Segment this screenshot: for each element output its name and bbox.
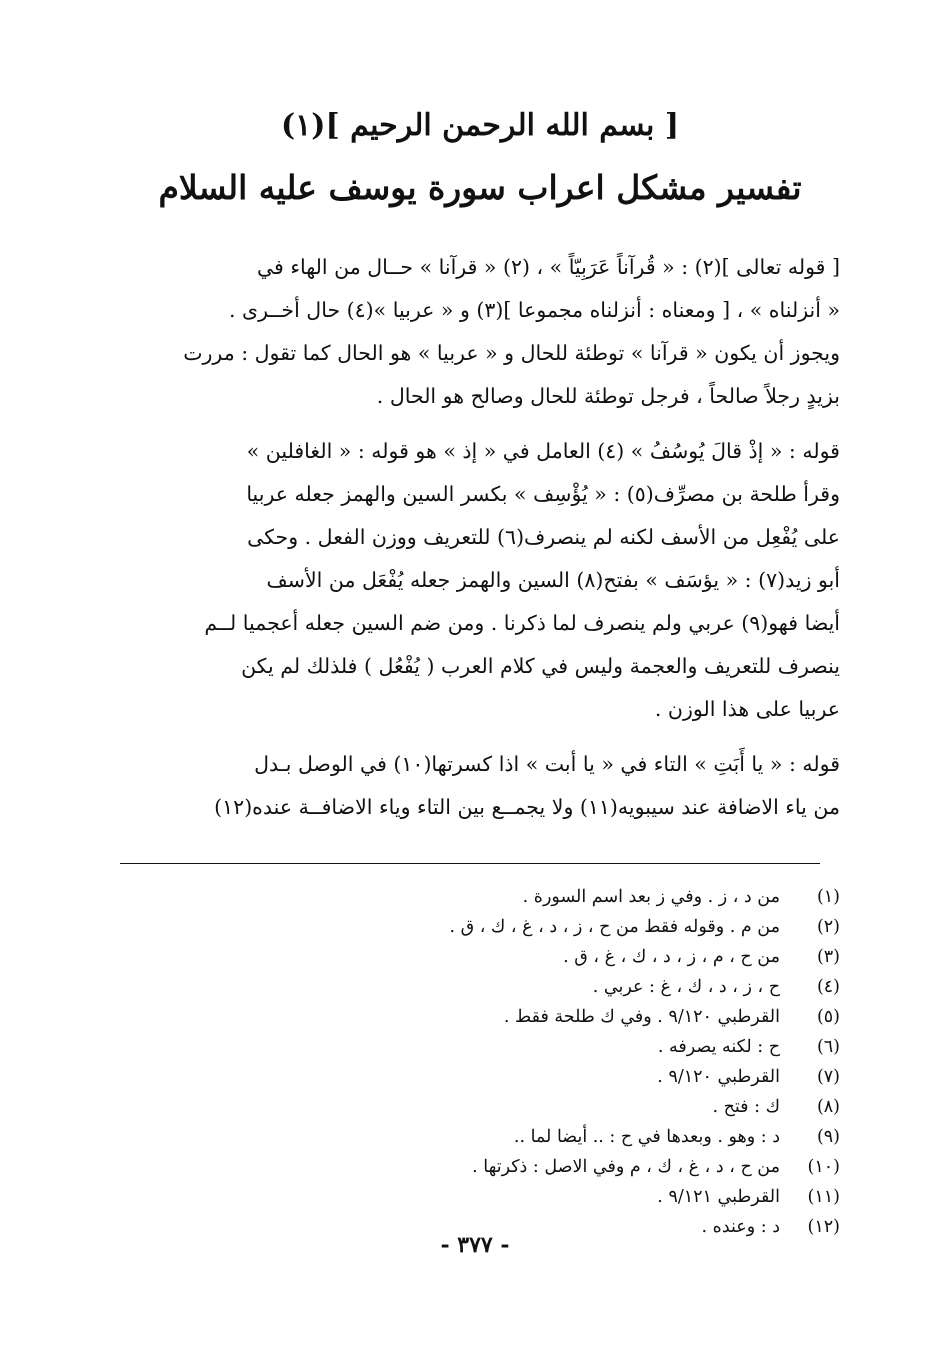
text-line: قوله : « يا أَبَتِ » التاء في « يا أبت » اذا كسرتها(١٠) في الوصل بـدل (254, 752, 840, 776)
footnote-text: من د ، ز . وفي ز بعد اسم السورة . (522, 887, 780, 907)
text-line: ينصرف للتعريف والعجمة وليس في كلام العرب ( يُفْعُل ) فلذلك لم يكن (241, 654, 840, 678)
footnote-divider (120, 863, 820, 864)
footnote-text: القرطبي ٩/١٢٠ . وفي ك طلحة فقط . (503, 1007, 780, 1027)
footnote (120, 1182, 840, 1212)
footnote (120, 1062, 840, 1092)
text-line: [ قوله تعالى ](٢) : « قُرآناً عَرَبِيّاً » ، (٢) « قرآنا » حــال من الهاء في (256, 255, 840, 279)
footnote (120, 1002, 840, 1032)
footnote-text: د : وهو . وبعدها في ح : .. أيضا لما .. (513, 1127, 780, 1147)
footnote-number: (٦) (816, 1037, 840, 1057)
footnote-text: ح ، ز ، د ، ك ، غ : عربي . (592, 977, 780, 997)
page-number: - ٣٧٧ - (440, 1232, 510, 1258)
text-line: عربيا على هذا الوزن . (654, 697, 840, 721)
text-line: بزيدٍ رجلاً صالحاً ، فرجل توطئة للحال وصالح هو الحال . (376, 384, 840, 408)
chapter-title: تفسير مشكل اعراب سورة يوسف عليه السلام (158, 168, 802, 207)
paragraph-1 (120, 246, 840, 418)
text-line: أيضا فهو(٩) عربي ولم ينصرف لما ذكرنا . ومن ضم السين جعله أعجميا لــم (204, 611, 840, 635)
text-line: « أنزلناه » ، [ ومعناه : أنزلناه مجموعا ](٣) و « عربيا »(٤) حال أخــرى . (229, 298, 840, 322)
footnote (120, 972, 840, 1002)
footnote-text: القرطبي ٩/١٢١ . (657, 1187, 780, 1207)
footnote (120, 1032, 840, 1062)
footnote-text: من م . وقوله فقط من ح ، ز ، د ، غ ، ك ، ق . (449, 917, 780, 937)
text-line: ويجوز أن يكون « قرآنا » توطئة للحال و « عربيا » هو الحال كما تقول : مررت (183, 341, 840, 365)
footnote-number: (٤) (816, 977, 840, 997)
footnote-number: (٣) (816, 947, 840, 967)
paragraph-3 (120, 743, 840, 829)
footnotes-list (120, 882, 840, 1242)
footnote-text: من ح ، د ، غ ، ك ، م وفي الاصل : ذكرتها . (472, 1157, 780, 1177)
footnote-number: (١٠) (807, 1157, 840, 1177)
footnote (120, 912, 840, 942)
footnote-number: (١٢) (807, 1217, 840, 1237)
footnote-number: (٩) (816, 1127, 840, 1147)
footnote (120, 942, 840, 972)
paragraph-2 (120, 430, 840, 731)
footnote-number: (١١) (807, 1187, 840, 1207)
footnote-text: ك : فتح . (712, 1097, 780, 1117)
text-line: أبو زيد(٧) : « يؤسَف » بفتح(٨) السين والهمز جعله يُفْعَل من الأسف (266, 568, 840, 592)
footnote-number: (١) (816, 887, 840, 907)
main-text (120, 246, 840, 829)
footnote-number: (٢) (816, 917, 840, 937)
footnote (120, 1122, 840, 1152)
footnote-text: د : وعنده . (701, 1217, 780, 1237)
text-line: قوله : « إذْ قالَ يُوسُفُ » (٤) العامل في « إذ » هو قوله : « الغافلين » (246, 439, 840, 463)
footnote (120, 882, 840, 912)
footnote-number: (٥) (816, 1007, 840, 1027)
footnote-number: (٨) (816, 1097, 840, 1117)
footnote-text: القرطبي ٩/١٢٠ . (657, 1067, 780, 1087)
text-line: وقرأ طلحة بن مصرِّف(٥) : « يُؤْسِف » بكسر السين والهمز جعله عربيا (246, 482, 840, 506)
footnote-text: من ح ، م ، ز ، د ، ك ، غ ، ق . (563, 947, 780, 967)
footnote-number: (٧) (816, 1067, 840, 1087)
footnote-text: ح : لكنه يصرفه . (657, 1037, 780, 1057)
footnote (120, 1152, 840, 1182)
text-line: على يُفْعِل من الأسف لكنه لم ينصرف(٦) للتعريف ووزن الفعل . وحكى (247, 525, 840, 549)
footnote (120, 1092, 840, 1122)
text-line: من ياء الاضافة عند سيبويه(١١) ولا يجمــع بين التاء وياء الاضافــة عنده(١٢) (214, 795, 840, 819)
basmala-heading: [ بسم الله الرحمن الرحيم ](١) (280, 108, 680, 143)
